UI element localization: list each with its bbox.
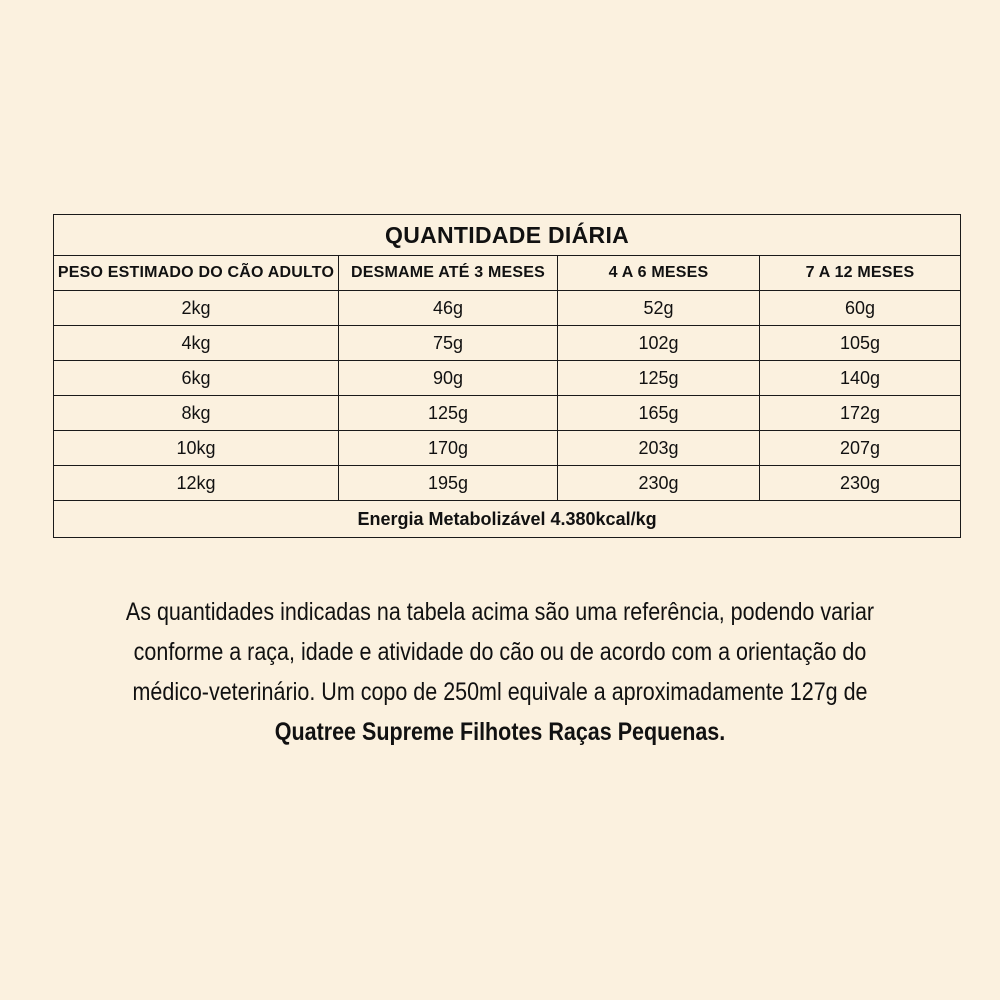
cell-weaning: 125g	[339, 396, 558, 431]
cell-4-6: 203g	[558, 431, 760, 466]
cell-weaning: 75g	[339, 326, 558, 361]
feeding-note	[104, 592, 895, 752]
table-row	[54, 431, 961, 466]
cell-4-6: 52g	[558, 291, 760, 326]
table-header-row	[54, 256, 961, 291]
table-row	[54, 326, 961, 361]
cell-4-6: 125g	[558, 361, 760, 396]
cell-weight: 4kg	[54, 326, 339, 361]
feeding-table	[53, 214, 961, 538]
header-weaning-3-months: DESMAME ATÉ 3 MESES	[339, 256, 558, 291]
table-row	[54, 466, 961, 501]
cell-7-12: 105g	[760, 326, 961, 361]
cell-4-6: 165g	[558, 396, 760, 431]
cell-weight: 12kg	[54, 466, 339, 501]
energy-footer: Energia Metabolizável 4.380kcal/kg	[54, 501, 961, 538]
table-row	[54, 396, 961, 431]
cell-7-12: 230g	[760, 466, 961, 501]
cell-4-6: 102g	[558, 326, 760, 361]
cell-weight: 2kg	[54, 291, 339, 326]
cell-7-12: 207g	[760, 431, 961, 466]
note-line: conforme a raça, idade e atividade do cão ou de acordo com a orientação do	[133, 638, 867, 666]
header-7-12-months: 7 A 12 MESES	[760, 256, 961, 291]
table-row	[54, 361, 961, 396]
cell-7-12: 60g	[760, 291, 961, 326]
product-name: Quatree Supreme Filhotes Raças Pequenas.	[274, 718, 726, 746]
cell-weaning: 195g	[339, 466, 558, 501]
table-row	[54, 291, 961, 326]
table-footer-row	[54, 501, 961, 538]
cell-weaning: 170g	[339, 431, 558, 466]
cell-weight: 8kg	[54, 396, 339, 431]
header-weight: PESO ESTIMADO DO CÃO ADULTO	[54, 256, 339, 291]
cell-4-6: 230g	[558, 466, 760, 501]
table-title-row	[54, 215, 961, 256]
cell-7-12: 140g	[760, 361, 961, 396]
cell-weight: 10kg	[54, 431, 339, 466]
note-line: As quantidades indicadas na tabela acima são uma referência, podendo variar	[125, 598, 875, 626]
header-4-6-months: 4 A 6 MESES	[558, 256, 760, 291]
note-line: médico-veterinário. Um copo de 250ml equivale a aproximadamente 127g de	[132, 678, 868, 706]
cell-7-12: 172g	[760, 396, 961, 431]
cell-weaning: 46g	[339, 291, 558, 326]
cell-weaning: 90g	[339, 361, 558, 396]
cell-weight: 6kg	[54, 361, 339, 396]
table-title: QUANTIDADE DIÁRIA	[54, 215, 961, 256]
